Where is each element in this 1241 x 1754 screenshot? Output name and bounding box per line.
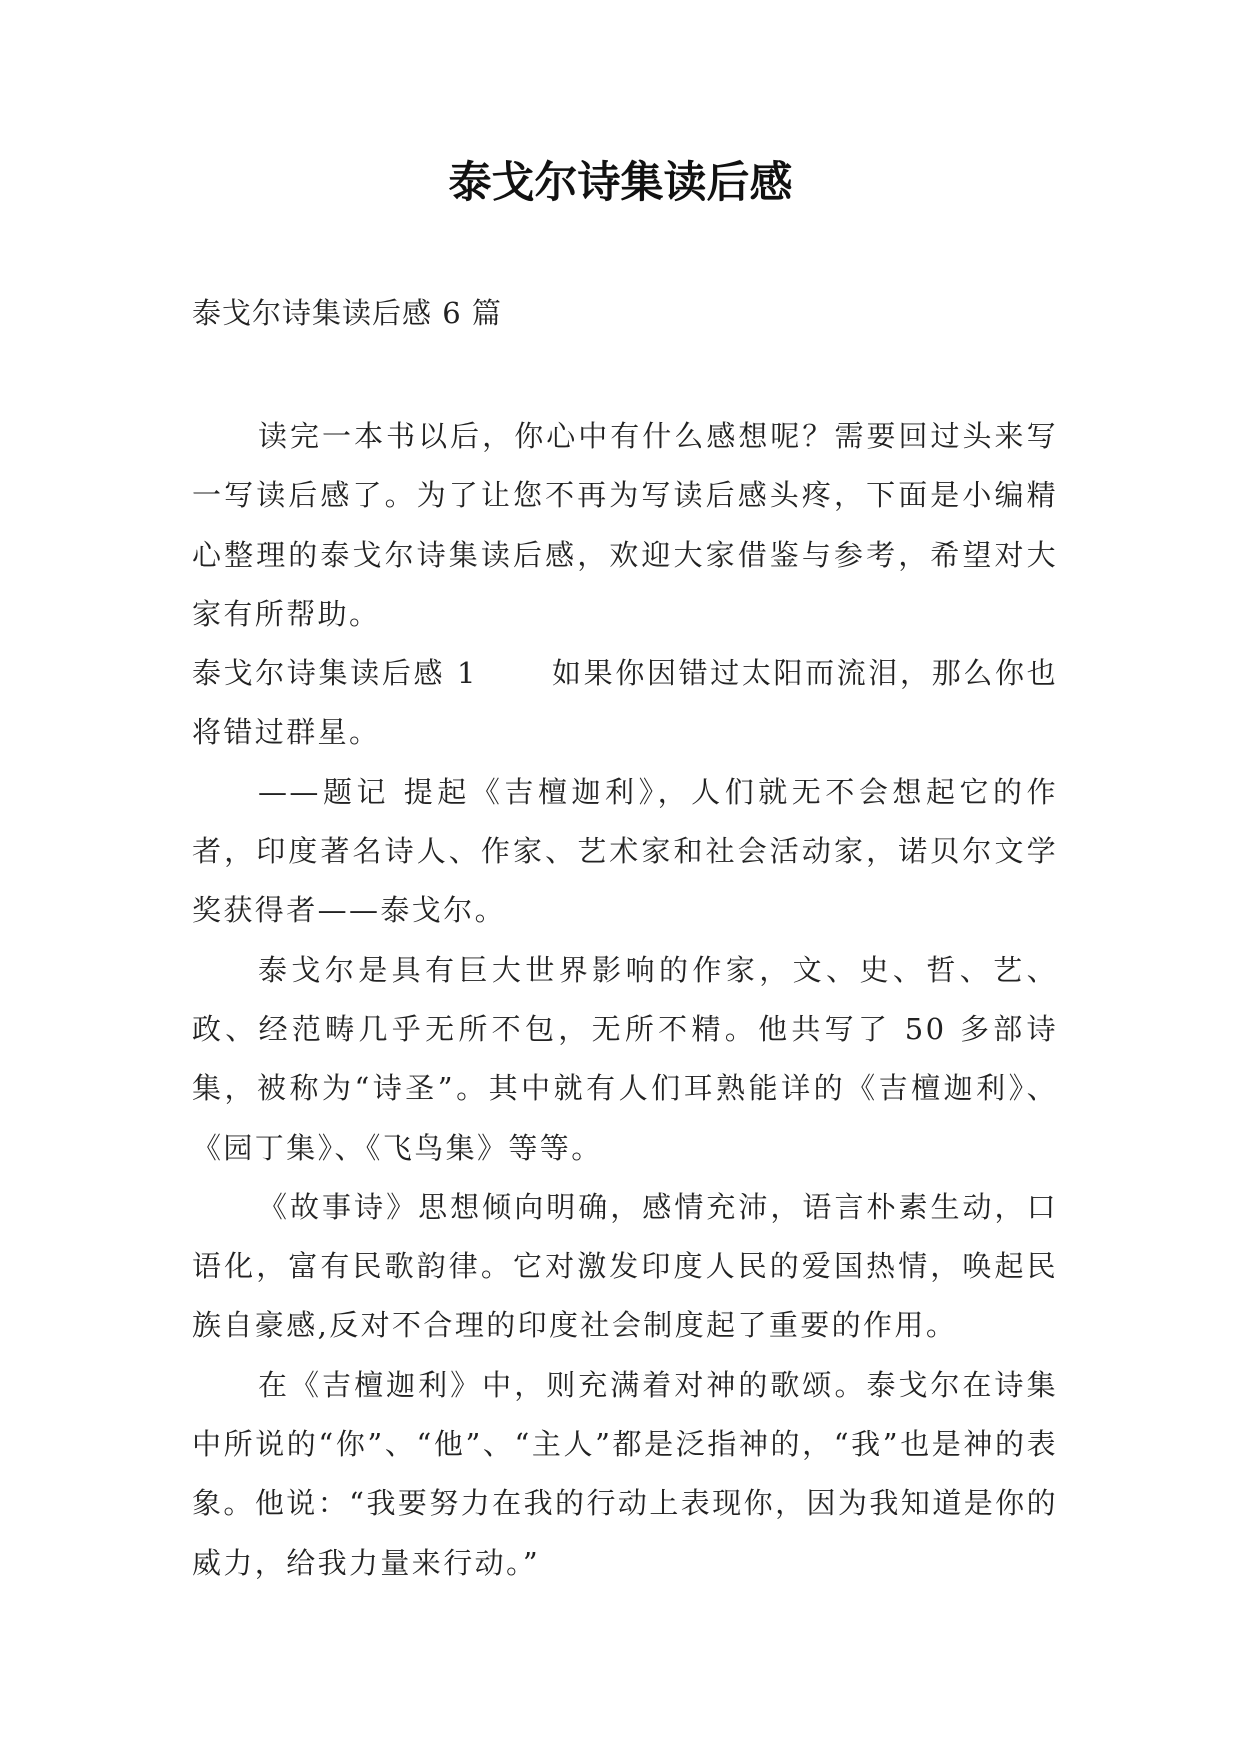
- section-1-paragraph-1: ——题记 提起《吉檀迦利》，人们就无不会想起它的作者，印度著名诗人、作家、艺术家和社会活动家，诺贝尔文学奖获得者——泰戈尔。: [192, 774, 1058, 928]
- intro-paragraph: 读完一本书以后，你心中有什么感想呢？需要回过头来写一写读后感了。为了让您不再为写读后感头疼，下面是小编精心整理的泰戈尔诗集读后感，欢迎大家借鉴与参考，希望对大家有所帮助。: [192, 419, 1058, 631]
- document-body: [192, 407, 1058, 1593]
- section-1-paragraph-3: 《故事诗》思想倾向明确，感情充沛，语言朴素生动，口语化，富有民歌韵律。它对激发印度人民的爱国热情，唤起民族自豪感,反对不合理的印度社会制度起了重要的作用。: [192, 1189, 1058, 1343]
- section-1-heading: 泰戈尔诗集读后感 1: [192, 656, 478, 691]
- section-1-opening: [192, 644, 1058, 763]
- section-1-epigraph: 如果你因错过太阳而流泪，那么你也将错过群星。: [192, 656, 1059, 750]
- section-1-paragraph-2: 泰戈尔是具有巨大世界影响的作家，文、史、哲、艺、政、经范畴几乎无所不包，无所不精。他共写了 50 多部诗集，被称为“诗圣”。其中就有人们耳熟能详的《吉檀迦利》、《园丁集》、《飞鸟集》等等。: [192, 952, 1058, 1165]
- page-title: 泰戈尔诗集读后感: [448, 158, 793, 208]
- page-subtitle: 泰戈尔诗集读后感 6 篇: [192, 296, 502, 330]
- section-1-paragraph-4: 在《吉檀迦利》中，则充满着对神的歌颂。泰戈尔在诗集中所说的“你”、“他”、“主人”都是泛指神的，“我”也是神的表象。他说：“我要努力在我的行动上表现你，因为我知道是你的威力，给我力量来行动。”: [192, 1367, 1058, 1580]
